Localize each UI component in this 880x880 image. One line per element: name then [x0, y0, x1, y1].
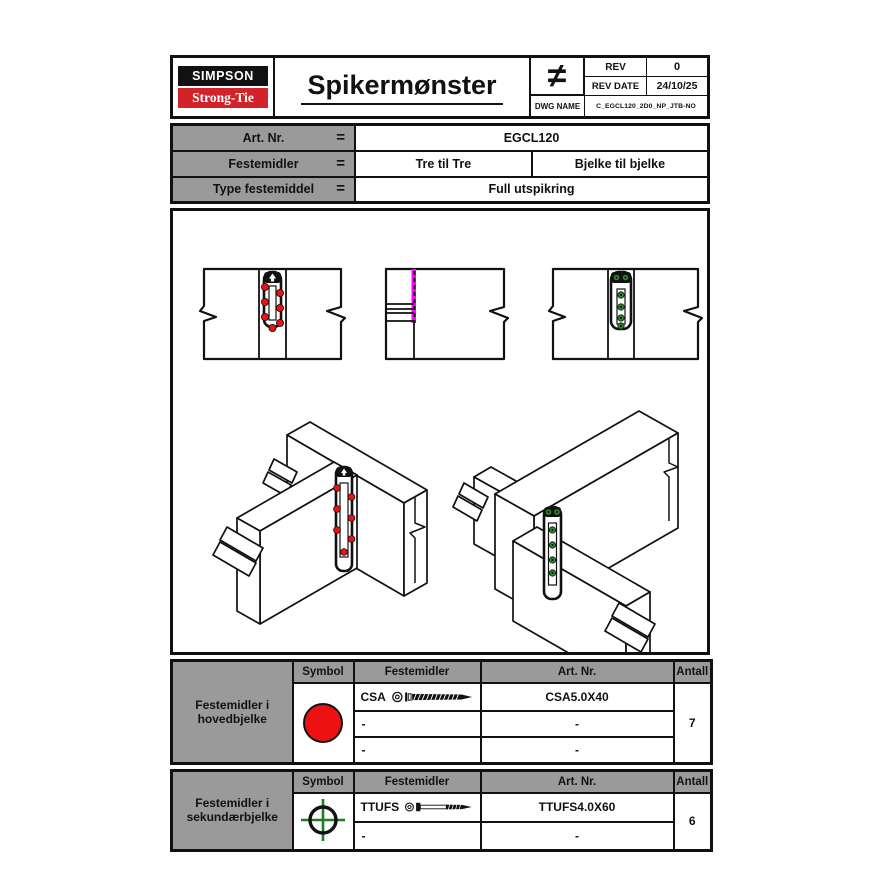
antall-cell: 6 [674, 793, 712, 851]
revision-block [531, 58, 707, 116]
column-header-festemidler: Festemidler [354, 770, 481, 793]
antall-cell: 7 [674, 683, 712, 763]
rev-date-value: 24/10/25 [647, 77, 707, 96]
symbol-cell [293, 793, 354, 851]
title-block-sheet [170, 55, 710, 852]
festemidler-left-value-cell: Tre til Tre [355, 151, 532, 177]
fastener-table-sekundaerbjelke [170, 769, 713, 853]
art-nr-value-cell: EGCL120 [355, 125, 709, 151]
fastener-cell: - [354, 822, 481, 851]
art-nr-cell: - [481, 711, 674, 737]
simpson-strongtie-logo [173, 58, 275, 116]
ttufs-screw-icon [404, 797, 475, 817]
article-info-table [170, 123, 710, 204]
art-nr-cell: TTUFS4.0X60 [481, 793, 674, 822]
fastener-cell: CSA [354, 683, 481, 711]
technical-drawing-area [170, 208, 710, 655]
sheet-title [275, 58, 531, 116]
type-festemiddel-value-cell: Full utspikring [355, 177, 709, 203]
symbol-cell [293, 683, 354, 763]
festemidler-right-value-cell: Bjelke til bjelke [532, 151, 709, 177]
art-nr-cell: - [481, 737, 674, 763]
column-header-festemidler: Festemidler [354, 661, 481, 684]
fastener-table-hovedbjelke [170, 659, 713, 765]
column-header-artnr: Art. Nr. [481, 770, 674, 793]
logo-strongtie-text: Strong-Tie [178, 88, 268, 108]
isometric-view-main-beam-side [213, 422, 427, 624]
rev-date-label: REV DATE [585, 77, 647, 96]
equals-sign: = [336, 180, 345, 198]
art-nr-cell: CSA5.0X40 [481, 683, 674, 711]
festemidler-label-cell: Festemidler = [172, 151, 356, 177]
sheet-header [170, 55, 710, 119]
dwg-name-value: C_EGCL120_2D0_NP_JTB-NO [596, 102, 696, 110]
front-view-secondary-beam [549, 269, 702, 359]
table-row-label: Festemidler i hovedbjelke [172, 661, 293, 764]
fastener-cell: TTUFS [354, 793, 481, 822]
fastener-cell: - [354, 737, 481, 763]
dwg-name-label: DWG NAME [531, 96, 585, 116]
table-row-label: Festemidler i sekundærbjelke [172, 770, 293, 851]
column-header-antall: Antall [674, 770, 712, 793]
rev-label: REV [585, 58, 647, 77]
isometric-view-secondary-beam-side [453, 411, 678, 652]
green-crosshair-symbol-icon [300, 797, 346, 843]
red-circle-symbol-icon [303, 703, 343, 743]
rev-value: 0 [647, 58, 707, 77]
column-header-symbol: Symbol [293, 661, 354, 684]
equals-sign: = [336, 154, 345, 172]
front-view-main-beam [200, 269, 345, 359]
equals-sign: = [336, 128, 345, 146]
art-nr-label-cell: Art. Nr. = [172, 125, 356, 151]
type-festemiddel-label-cell: Type festemiddel = [172, 177, 356, 203]
column-header-artnr: Art. Nr. [481, 661, 674, 684]
csa-screw-icon [391, 687, 476, 707]
side-view-connector [386, 269, 508, 359]
sheet-title-text: Spikermønster [301, 70, 502, 105]
not-equal-icon: ≠ [531, 58, 585, 96]
art-nr-cell: - [481, 822, 674, 851]
logo-simpson-text: SIMPSON [178, 66, 268, 86]
column-header-antall: Antall [674, 661, 712, 684]
column-header-symbol: Symbol [293, 770, 354, 793]
fastener-cell: - [354, 711, 481, 737]
nail-pattern-drawing [173, 211, 707, 652]
